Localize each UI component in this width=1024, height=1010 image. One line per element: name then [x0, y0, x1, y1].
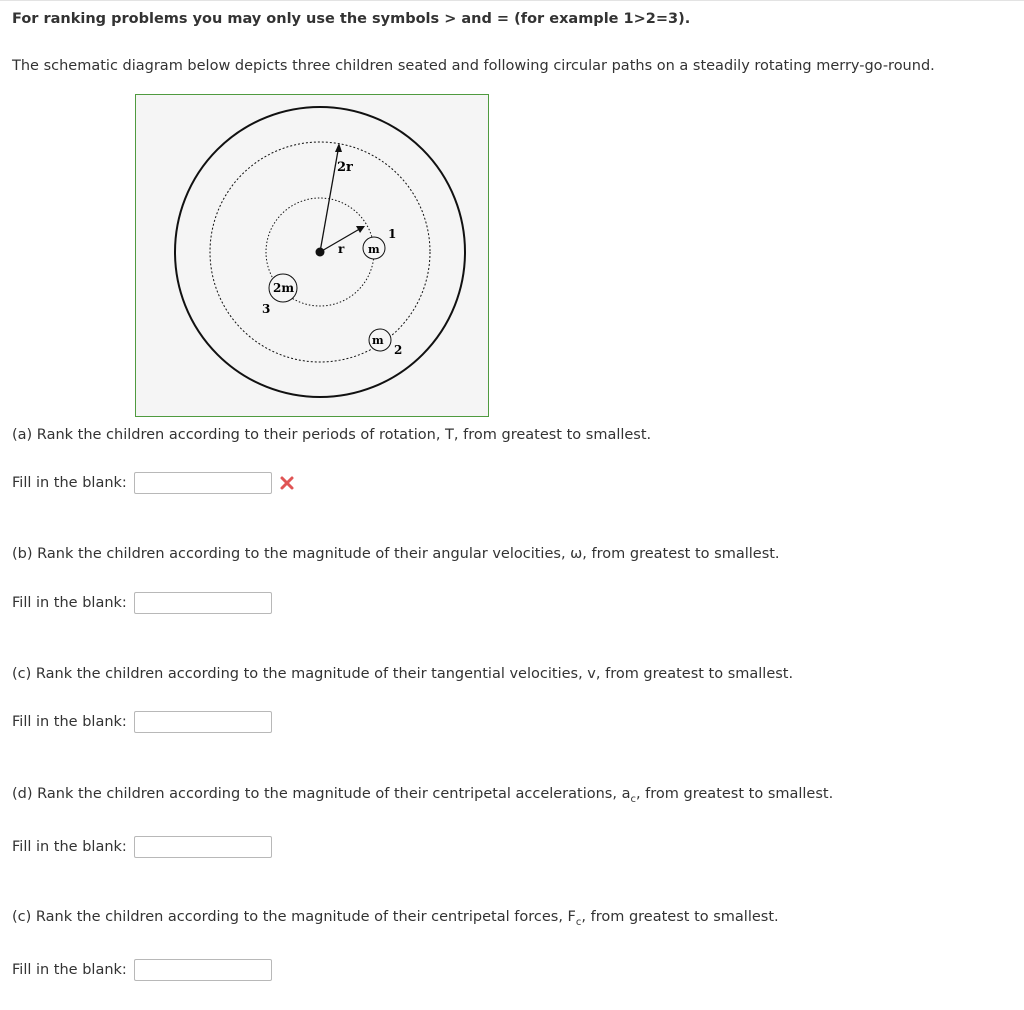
answer-row-b [12, 591, 272, 615]
red-x-icon [279, 475, 295, 491]
blank-label: Fill in the blank: [12, 595, 127, 611]
label-r: r [338, 242, 345, 256]
child-1-mass: m [368, 243, 380, 256]
intro-text: The schematic diagram below depicts three children seated and following circular paths on a steadily rotating merry-go-round. [12, 58, 935, 74]
label-2r: 2r [337, 160, 353, 175]
question-c: (c) Rank the children according to the magnitude of their tangential velocities, v, from greatest to smallest. [12, 666, 794, 682]
answer-row-c [12, 710, 272, 734]
question-a: (a) Rank the children according to their periods of rotation, T, from greatest to smallest. [12, 427, 652, 443]
child-2-number: 2 [394, 343, 403, 357]
answer-input-a[interactable] [134, 472, 272, 494]
answer-row-a [12, 471, 295, 495]
answer-input-d[interactable] [134, 836, 272, 858]
merry-go-round-diagram [135, 94, 489, 417]
child-1-number: 1 [388, 227, 397, 241]
question-d: (d) Rank the children according to the magnitude of their centripetal accelerations, $a_c$, from greatest to smallest. [12, 786, 834, 805]
blank-label: Fill in the blank: [12, 714, 127, 730]
answer-row-e [12, 958, 272, 982]
answer-input-e[interactable] [134, 959, 272, 981]
child-3-mass: 2m [273, 281, 295, 295]
question-b: (b) Rank the children according to the magnitude of their angular velocities, ω, from greatest to smallest. [12, 546, 780, 562]
radius-r-arrowhead [356, 226, 365, 233]
instructions: For ranking problems you may only use the symbols > and = (for example 1>2=3). [12, 11, 691, 27]
child-2-mass: m [372, 334, 384, 347]
radius-2r-arrowhead [335, 143, 342, 152]
blank-label: Fill in the blank: [12, 839, 127, 855]
answer-row-d [12, 835, 272, 859]
diagram-svg [136, 95, 488, 416]
blank-label: Fill in the blank: [12, 962, 127, 978]
answer-input-c[interactable] [134, 711, 272, 733]
question-e: (c) Rank the children according to the magnitude of their centripetal forces, $F_c$, from greatest to smallest. [12, 909, 779, 928]
child-3-number: 3 [262, 302, 271, 316]
top-divider [0, 0, 1024, 1]
answer-input-b[interactable] [134, 592, 272, 614]
blank-label: Fill in the blank: [12, 475, 127, 491]
